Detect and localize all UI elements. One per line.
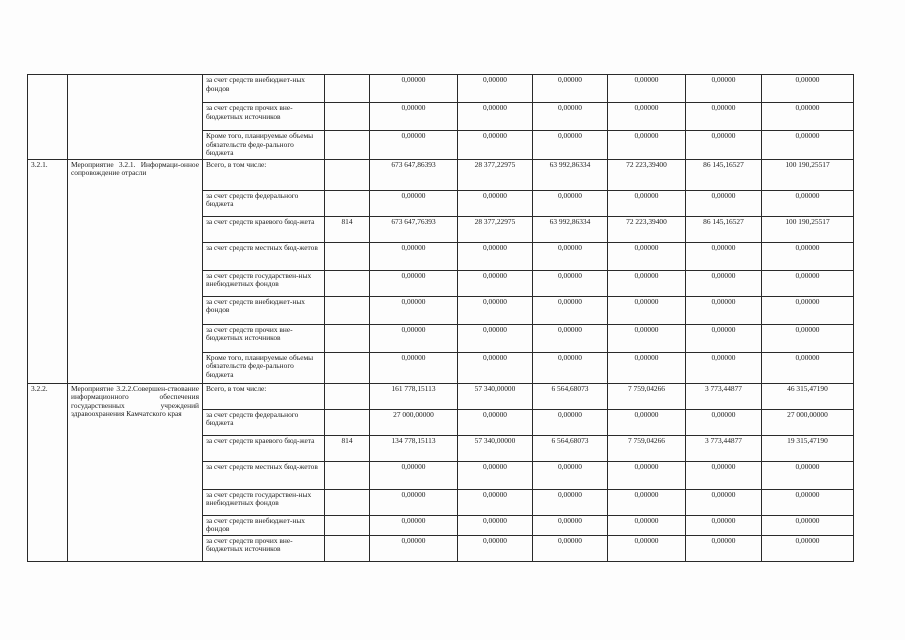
grbs-code-cell — [325, 489, 370, 515]
grbs-code-cell — [325, 409, 370, 435]
amount-cell: 0,00000 — [686, 270, 762, 296]
amount-cell: 0,00000 — [686, 75, 762, 103]
amount-cell: 0,00000 — [533, 131, 608, 160]
amount-cell: 0,00000 — [458, 103, 533, 131]
funding-source-cell: за счет средств внебюджет-ных фондов — [203, 515, 325, 535]
amount-cell: 0,00000 — [458, 324, 533, 352]
funding-source-cell: за счет средств федерального бюджета — [203, 190, 325, 216]
amount-cell: 0,00000 — [608, 242, 686, 270]
amount-cell: 0,00000 — [370, 352, 458, 383]
amount-cell: 0,00000 — [533, 352, 608, 383]
amount-cell: 86 145,16527 — [686, 159, 762, 190]
amount-cell: 0,00000 — [533, 103, 608, 131]
amount-cell: 0,00000 — [533, 296, 608, 324]
event-code-cell: 3.2.2. — [28, 383, 68, 561]
amount-cell: 0,00000 — [686, 515, 762, 535]
amount-cell: 0,00000 — [608, 409, 686, 435]
amount-cell: 0,00000 — [608, 75, 686, 103]
table-row — [28, 75, 854, 103]
amount-cell: 0,00000 — [686, 461, 762, 489]
amount-cell: 0,00000 — [686, 190, 762, 216]
amount-cell: 0,00000 — [458, 515, 533, 535]
amount-cell: 0,00000 — [458, 352, 533, 383]
amount-cell: 0,00000 — [370, 270, 458, 296]
amount-cell: 161 778,15113 — [370, 383, 458, 409]
grbs-code-cell — [325, 296, 370, 324]
amount-cell: 0,00000 — [762, 131, 854, 160]
amount-cell: 0,00000 — [458, 131, 533, 160]
grbs-code-cell — [325, 461, 370, 489]
amount-cell: 0,00000 — [533, 190, 608, 216]
grbs-code-cell — [325, 535, 370, 561]
amount-cell: 0,00000 — [458, 461, 533, 489]
amount-cell: 100 190,25517 — [762, 216, 854, 242]
funding-source-cell: за счет средств прочих вне-бюджетных источников — [203, 324, 325, 352]
amount-cell: 0,00000 — [608, 103, 686, 131]
amount-cell: 0,00000 — [686, 352, 762, 383]
grbs-code-cell — [325, 131, 370, 160]
amount-cell: 0,00000 — [533, 409, 608, 435]
funding-source-cell: за счет средств местных бюд-жетов — [203, 242, 325, 270]
amount-cell: 0,00000 — [762, 75, 854, 103]
grbs-code-cell — [325, 75, 370, 103]
amount-cell: 673 647,86393 — [370, 159, 458, 190]
amount-cell: 0,00000 — [370, 242, 458, 270]
amount-cell: 6 564,68073 — [533, 435, 608, 461]
amount-cell: 0,00000 — [370, 515, 458, 535]
funding-source-cell: Кроме того, планируемые объемы обязательств феде-рального бюджета — [203, 131, 325, 160]
amount-cell: 0,00000 — [686, 131, 762, 160]
amount-cell: 0,00000 — [686, 489, 762, 515]
amount-cell: 0,00000 — [686, 535, 762, 561]
amount-cell: 0,00000 — [533, 535, 608, 561]
amount-cell: 0,00000 — [608, 270, 686, 296]
amount-cell: 57 340,00000 — [458, 383, 533, 409]
grbs-code-cell — [325, 324, 370, 352]
event-title-cell: Мероприятие 3.2.2.Совершен-ствование информационного обеспечения государственных учреждений здравоохранения Камчатского края — [68, 383, 203, 561]
grbs-code-cell — [325, 270, 370, 296]
amount-cell: 0,00000 — [762, 352, 854, 383]
amount-cell: 0,00000 — [370, 75, 458, 103]
amount-cell: 0,00000 — [370, 461, 458, 489]
amount-cell: 0,00000 — [686, 324, 762, 352]
event-cell-empty — [68, 75, 203, 160]
amount-cell: 0,00000 — [762, 103, 854, 131]
amount-cell: 0,00000 — [458, 270, 533, 296]
amount-cell: 0,00000 — [762, 242, 854, 270]
amount-cell: 0,00000 — [762, 296, 854, 324]
amount-cell: 57 340,00000 — [458, 435, 533, 461]
amount-cell: 0,00000 — [608, 489, 686, 515]
table-row — [28, 159, 854, 190]
amount-cell: 134 778,15113 — [370, 435, 458, 461]
budget-table-body — [28, 75, 854, 562]
amount-cell: 0,00000 — [370, 103, 458, 131]
amount-cell: 0,00000 — [533, 461, 608, 489]
funding-source-cell: за счет средств краевого бюд-жета — [203, 216, 325, 242]
amount-cell: 72 223,39400 — [608, 216, 686, 242]
grbs-code-cell — [325, 242, 370, 270]
amount-cell: 0,00000 — [608, 515, 686, 535]
amount-cell: 28 377,22975 — [458, 159, 533, 190]
amount-cell: 72 223,39400 — [608, 159, 686, 190]
funding-source-cell: за счет средств прочих вне-бюджетных источников — [203, 535, 325, 561]
amount-cell: 0,00000 — [608, 535, 686, 561]
amount-cell: 0,00000 — [533, 515, 608, 535]
amount-cell: 7 759,04266 — [608, 435, 686, 461]
amount-cell: 3 773,44877 — [686, 383, 762, 409]
amount-cell: 6 564,68073 — [533, 383, 608, 409]
amount-cell: 63 992,86334 — [533, 216, 608, 242]
event-title-cell: Мероприятие 3.2.1. Информаци-онное сопровождение отрасли — [68, 159, 203, 383]
funding-source-cell: Кроме того, планируемые объемы обязательств феде-рального бюджета — [203, 352, 325, 383]
amount-cell: 0,00000 — [762, 461, 854, 489]
amount-cell: 0,00000 — [458, 409, 533, 435]
amount-cell: 0,00000 — [533, 242, 608, 270]
amount-cell: 28 377,22975 — [458, 216, 533, 242]
grbs-code-cell — [325, 383, 370, 409]
amount-cell: 0,00000 — [458, 535, 533, 561]
amount-cell: 0,00000 — [762, 535, 854, 561]
funding-source-cell: за счет средств краевого бюд-жета — [203, 435, 325, 461]
funding-source-cell: за счет средств федерального бюджета — [203, 409, 325, 435]
amount-cell: 100 190,25517 — [762, 159, 854, 190]
amount-cell: 19 315,47190 — [762, 435, 854, 461]
table-row — [28, 383, 854, 409]
amount-cell: 0,00000 — [370, 324, 458, 352]
funding-source-cell: за счет средств внебюджет-ных фондов — [203, 296, 325, 324]
amount-cell: 0,00000 — [762, 270, 854, 296]
amount-cell: 7 759,04266 — [608, 383, 686, 409]
amount-cell: 0,00000 — [370, 296, 458, 324]
code-cell-empty — [28, 75, 68, 160]
amount-cell: 0,00000 — [762, 489, 854, 515]
amount-cell: 0,00000 — [762, 515, 854, 535]
funding-source-cell: Всего, в том числе: — [203, 383, 325, 409]
amount-cell: 0,00000 — [686, 242, 762, 270]
amount-cell: 0,00000 — [608, 352, 686, 383]
funding-source-cell: за счет средств государствен-ных внебюджетных фондов — [203, 489, 325, 515]
funding-source-cell: за счет средств местных бюд-жетов — [203, 461, 325, 489]
grbs-code-cell — [325, 159, 370, 190]
amount-cell: 0,00000 — [533, 270, 608, 296]
amount-cell: 27 000,00000 — [370, 409, 458, 435]
amount-cell: 0,00000 — [608, 190, 686, 216]
amount-cell: 0,00000 — [533, 489, 608, 515]
amount-cell: 0,00000 — [533, 75, 608, 103]
grbs-code-cell: 814 — [325, 435, 370, 461]
amount-cell: 0,00000 — [370, 131, 458, 160]
grbs-code-cell — [325, 515, 370, 535]
amount-cell: 0,00000 — [762, 190, 854, 216]
amount-cell: 0,00000 — [533, 324, 608, 352]
amount-cell: 0,00000 — [370, 535, 458, 561]
amount-cell: 0,00000 — [762, 324, 854, 352]
amount-cell: 0,00000 — [370, 489, 458, 515]
amount-cell: 0,00000 — [458, 489, 533, 515]
event-code-cell: 3.2.1. — [28, 159, 68, 383]
amount-cell: 0,00000 — [686, 296, 762, 324]
amount-cell: 0,00000 — [686, 103, 762, 131]
funding-source-cell: Всего, в том числе: — [203, 159, 325, 190]
amount-cell: 63 992,86334 — [533, 159, 608, 190]
amount-cell: 0,00000 — [370, 190, 458, 216]
grbs-code-cell — [325, 352, 370, 383]
amount-cell: 0,00000 — [458, 75, 533, 103]
amount-cell: 27 000,00000 — [762, 409, 854, 435]
amount-cell: 86 145,16527 — [686, 216, 762, 242]
funding-source-cell: за счет средств прочих вне-бюджетных источников — [203, 103, 325, 131]
funding-source-cell: за счет средств внебюджет-ных фондов — [203, 75, 325, 103]
amount-cell: 0,00000 — [458, 296, 533, 324]
grbs-code-cell: 814 — [325, 216, 370, 242]
budget-table — [27, 74, 854, 562]
amount-cell: 0,00000 — [608, 324, 686, 352]
funding-source-cell: за счет средств государствен-ных внебюджетных фондов — [203, 270, 325, 296]
amount-cell: 46 315,47190 — [762, 383, 854, 409]
amount-cell: 0,00000 — [458, 242, 533, 270]
amount-cell: 0,00000 — [608, 461, 686, 489]
amount-cell: 0,00000 — [608, 296, 686, 324]
amount-cell: 3 773,44877 — [686, 435, 762, 461]
grbs-code-cell — [325, 190, 370, 216]
grbs-code-cell — [325, 103, 370, 131]
amount-cell: 673 647,76393 — [370, 216, 458, 242]
amount-cell: 0,00000 — [686, 409, 762, 435]
amount-cell: 0,00000 — [458, 190, 533, 216]
amount-cell: 0,00000 — [608, 131, 686, 160]
